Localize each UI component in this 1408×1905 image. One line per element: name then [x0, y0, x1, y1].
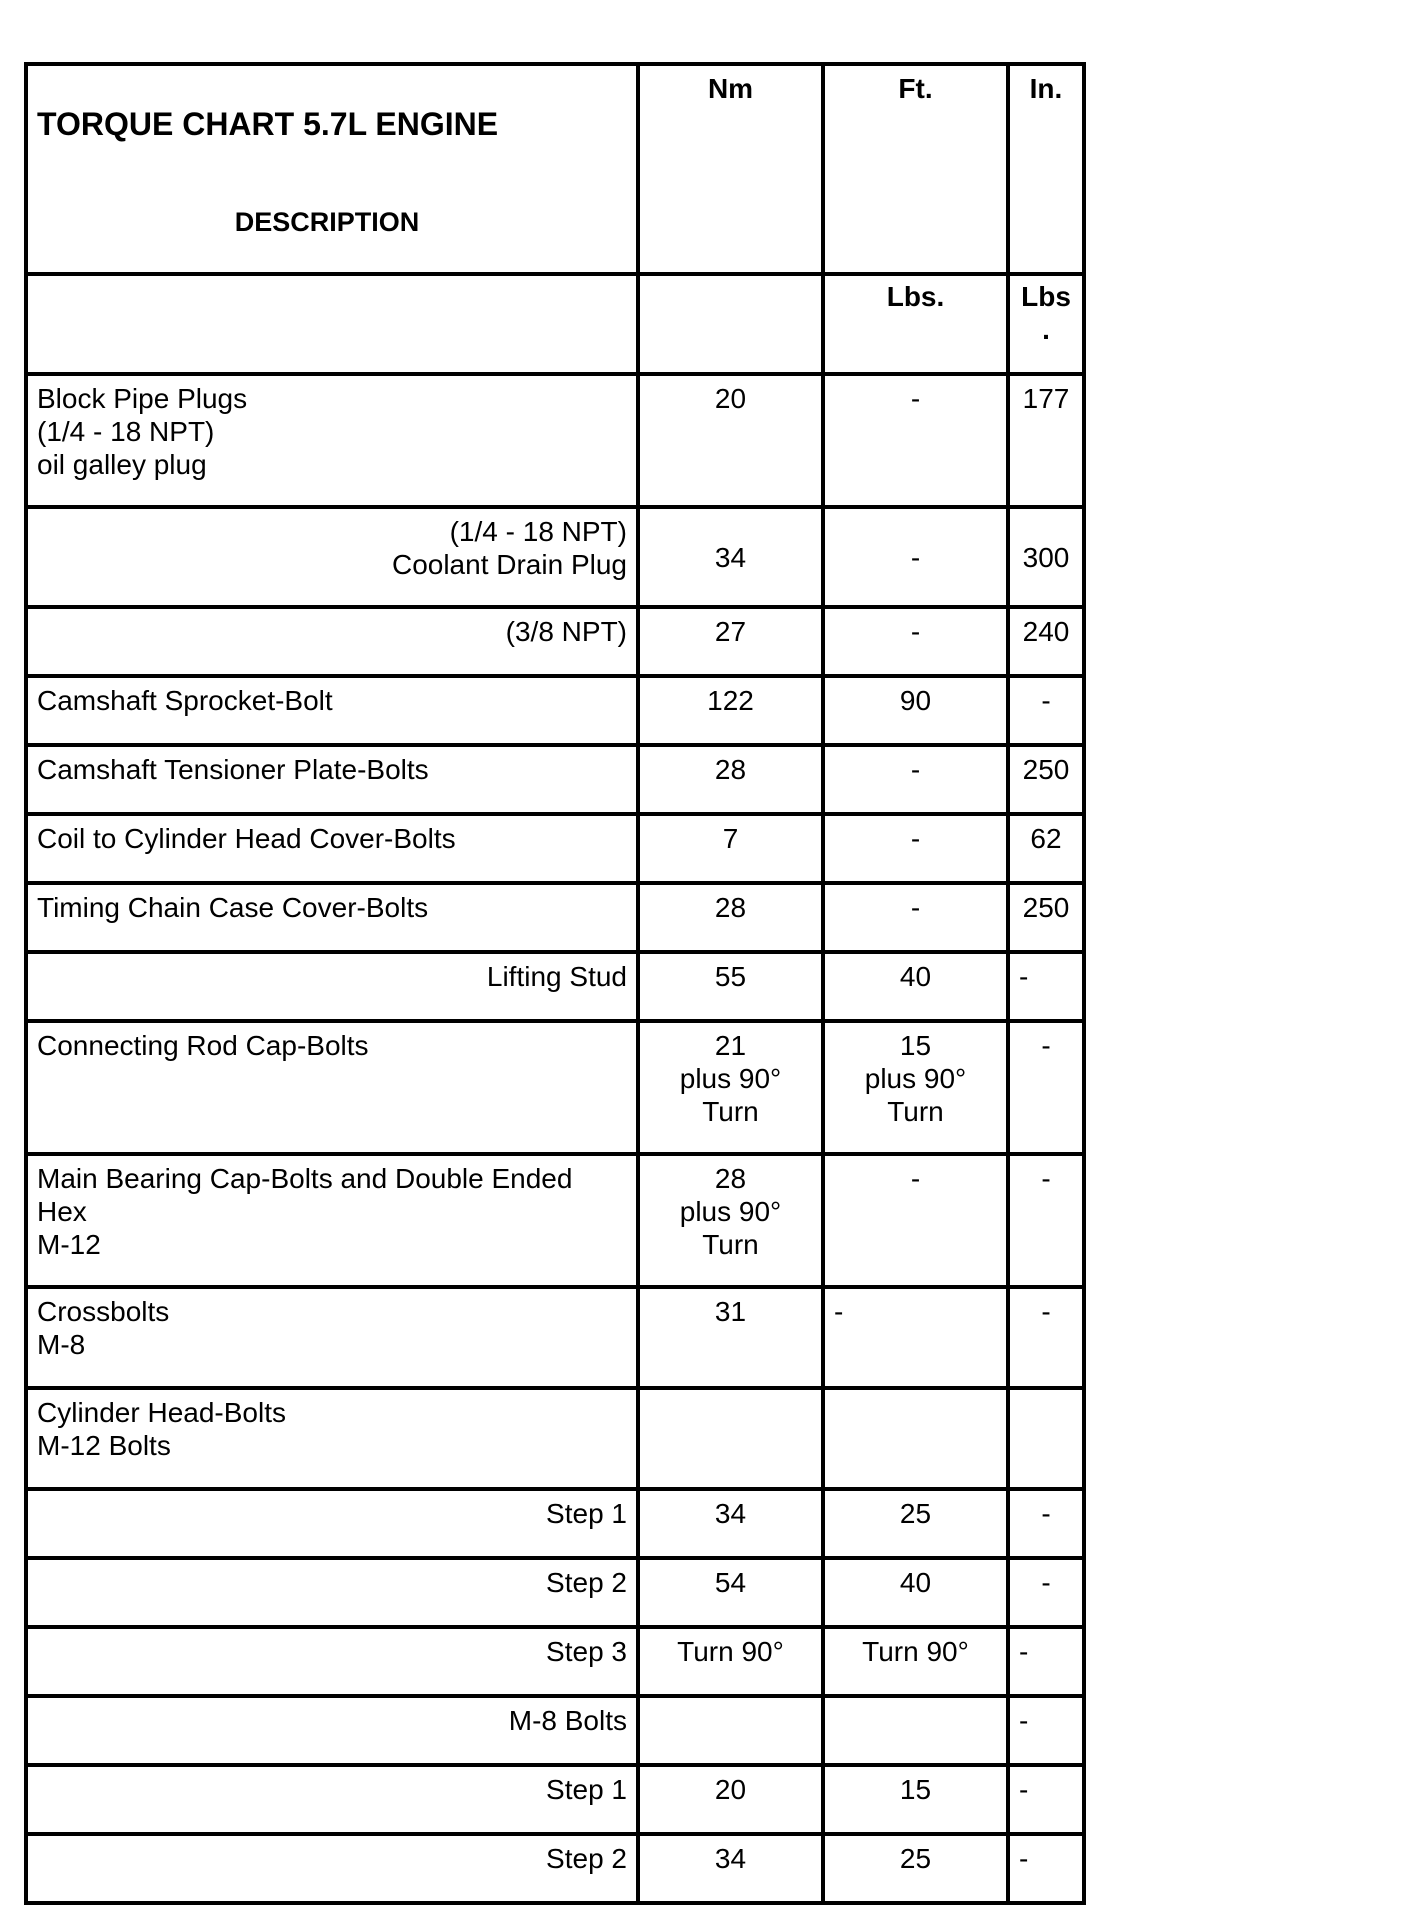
table-row — [26, 1489, 1084, 1558]
row-nm: 55 — [638, 952, 823, 1021]
row-ft: Turn 90° — [823, 1627, 1008, 1696]
row-ft: 15 — [823, 1765, 1008, 1834]
row-nm: 20 — [638, 374, 823, 507]
row-description: Step 2 — [26, 1558, 638, 1627]
table-row — [26, 507, 1084, 607]
row-description: Coil to Cylinder Head Cover-Bolts — [26, 814, 638, 883]
header-units-nm-blank — [638, 274, 823, 374]
row-in: - — [1008, 1627, 1084, 1696]
table-row — [26, 883, 1084, 952]
chart-title: TORQUE CHART 5.7L ENGINE — [37, 106, 499, 142]
torque-chart-table — [24, 62, 1086, 1905]
row-nm: Turn 90° — [638, 1627, 823, 1696]
column-header-ft: Ft. — [823, 64, 1008, 274]
row-nm: 28 — [638, 745, 823, 814]
table-row — [26, 745, 1084, 814]
row-in: - — [1008, 1558, 1084, 1627]
row-ft: - — [823, 374, 1008, 507]
table-row — [26, 607, 1084, 676]
row-nm: 54 — [638, 1558, 823, 1627]
row-in: 300 — [1008, 507, 1084, 607]
row-in: 250 — [1008, 745, 1084, 814]
row-in: - — [1008, 1765, 1084, 1834]
row-description: Camshaft Tensioner Plate-Bolts — [26, 745, 638, 814]
column-units-in: Lbs . — [1008, 274, 1084, 374]
row-nm: 20 — [638, 1765, 823, 1834]
row-description: Block Pipe Plugs (1/4 - 18 NPT) oil galley plug — [26, 374, 638, 507]
row-description: Crossbolts M-8 — [26, 1287, 638, 1388]
table-row — [26, 1558, 1084, 1627]
table-row — [26, 1154, 1084, 1287]
row-ft: - — [823, 883, 1008, 952]
row-description: Step 2 — [26, 1834, 638, 1903]
row-ft: 25 — [823, 1489, 1008, 1558]
table-row — [26, 814, 1084, 883]
row-nm: 28 — [638, 883, 823, 952]
row-in: - — [1008, 1154, 1084, 1287]
table-row — [26, 1696, 1084, 1765]
row-nm — [638, 1696, 823, 1765]
row-description: Step 3 — [26, 1627, 638, 1696]
row-ft: 15 plus 90° Turn — [823, 1021, 1008, 1154]
row-nm: 34 — [638, 1834, 823, 1903]
table-row — [26, 374, 1084, 507]
row-ft: 40 — [823, 952, 1008, 1021]
row-in: 240 — [1008, 607, 1084, 676]
row-description: Step 1 — [26, 1489, 638, 1558]
row-in: - — [1008, 676, 1084, 745]
row-ft: - — [823, 1154, 1008, 1287]
header-row — [26, 64, 1084, 274]
row-ft: 90 — [823, 676, 1008, 745]
row-nm: 31 — [638, 1287, 823, 1388]
table-row — [26, 1287, 1084, 1388]
row-nm: 122 — [638, 676, 823, 745]
row-description: Camshaft Sprocket-Bolt — [26, 676, 638, 745]
header-units-row — [26, 274, 1084, 374]
row-in: - — [1008, 1696, 1084, 1765]
table-row — [26, 1388, 1084, 1489]
row-nm: 34 — [638, 1489, 823, 1558]
row-ft: - — [823, 607, 1008, 676]
column-units-ft: Lbs. — [823, 274, 1008, 374]
row-ft — [823, 1388, 1008, 1489]
row-in: - — [1008, 1021, 1084, 1154]
row-in: - — [1008, 1287, 1084, 1388]
column-header-nm: Nm — [638, 64, 823, 274]
row-ft: 40 — [823, 1558, 1008, 1627]
row-ft: - — [823, 814, 1008, 883]
row-nm: 34 — [638, 507, 823, 607]
row-in: - — [1008, 1489, 1084, 1558]
row-description: (3/8 NPT) — [26, 607, 638, 676]
row-nm: 28 plus 90° Turn — [638, 1154, 823, 1287]
table-row — [26, 1021, 1084, 1154]
row-description: Lifting Stud — [26, 952, 638, 1021]
table-row — [26, 952, 1084, 1021]
row-in: - — [1008, 1834, 1084, 1903]
row-description: Main Bearing Cap-Bolts and Double Ended Hex M-12 — [26, 1154, 638, 1287]
row-description: Timing Chain Case Cover-Bolts — [26, 883, 638, 952]
row-description: Cylinder Head-Bolts M-12 Bolts — [26, 1388, 638, 1489]
row-description: Connecting Rod Cap-Bolts — [26, 1021, 638, 1154]
row-ft — [823, 1696, 1008, 1765]
column-header-in: In. — [1008, 64, 1084, 274]
header-description-cell — [26, 64, 638, 274]
row-ft: - — [823, 1287, 1008, 1388]
row-ft: - — [823, 745, 1008, 814]
table-row — [26, 1834, 1084, 1903]
row-in: 250 — [1008, 883, 1084, 952]
table-row — [26, 676, 1084, 745]
table-row — [26, 1627, 1084, 1696]
row-nm — [638, 1388, 823, 1489]
description-heading: DESCRIPTION — [234, 207, 420, 237]
table-row — [26, 1765, 1084, 1834]
header-units-blank — [26, 274, 638, 374]
row-ft: - — [823, 507, 1008, 607]
row-in: - — [1008, 952, 1084, 1021]
row-in: 177 — [1008, 374, 1084, 507]
row-description: (1/4 - 18 NPT) Coolant Drain Plug — [26, 507, 638, 607]
row-description: Step 1 — [26, 1765, 638, 1834]
row-nm: 7 — [638, 814, 823, 883]
row-in — [1008, 1388, 1084, 1489]
row-nm: 21 plus 90° Turn — [638, 1021, 823, 1154]
row-ft: 25 — [823, 1834, 1008, 1903]
row-description: M-8 Bolts — [26, 1696, 638, 1765]
row-in: 62 — [1008, 814, 1084, 883]
row-nm: 27 — [638, 607, 823, 676]
